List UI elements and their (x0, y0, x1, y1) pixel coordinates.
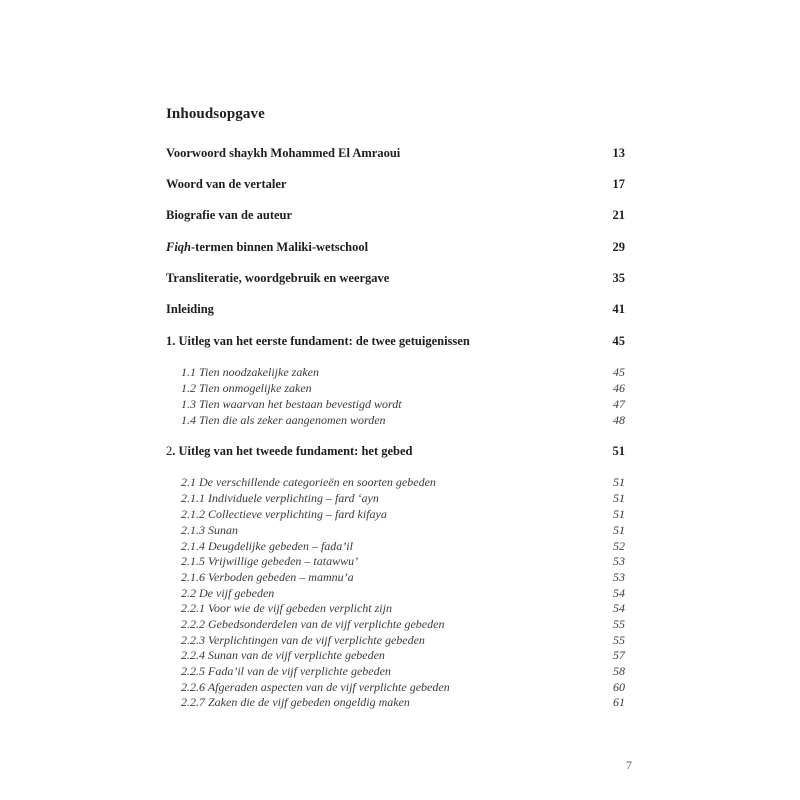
toc-subentry[interactable] (181, 522, 625, 538)
toc-subentry-label: 2.1.1 Individuele verplichting – fard ‘ayn (181, 491, 379, 505)
toc-subentry[interactable] (181, 412, 625, 428)
toc-entry-inleiding[interactable] (166, 301, 625, 317)
toc-entry-page: 45 (612, 334, 625, 348)
toc-subentry-page: 53 (613, 570, 625, 584)
toc-entry-page: 17 (612, 177, 625, 191)
toc-entry-label-rest: -termen binnen Maliki-wetschool (191, 240, 369, 254)
toc-subentry-label: 2.1.4 Deugdelijke gebeden – fada’il (181, 539, 353, 553)
toc-entry-label-prefix: 2 (166, 444, 173, 458)
page-number: 7 (626, 758, 632, 772)
page-title: Inhoudsopgave (166, 106, 265, 122)
toc-entry-voorwoord[interactable] (166, 145, 625, 161)
toc-entry-section-2[interactable] (166, 443, 625, 459)
toc-subentry-page: 60 (613, 680, 625, 694)
toc-subentry-label: 2.1.2 Collectieve verplichting – fard kifaya (181, 507, 387, 521)
toc-subentry-page: 55 (613, 617, 625, 631)
toc-subentry[interactable] (181, 380, 625, 396)
toc-entry-page: 35 (612, 271, 625, 285)
toc-subentry-label: 1.4 Tien die als zeker aangenomen worden (181, 413, 386, 427)
toc-entry-page: 21 (612, 208, 625, 222)
toc-entry-page: 29 (612, 240, 625, 254)
toc-entry-label (166, 239, 368, 255)
toc-subentry-label: 2.2.2 Gebedsonderdelen van de vijf verplichte gebeden (181, 617, 445, 631)
toc-entry-section-1[interactable] (166, 333, 625, 349)
toc-subentry-label: 1.1 Tien noodzakelijke zaken (181, 365, 319, 379)
toc-subentry[interactable] (181, 490, 625, 506)
toc-subentry-page: 57 (613, 648, 625, 662)
toc-entry-label-italic: Fiqh (166, 240, 192, 254)
toc-entry-page: 13 (612, 146, 625, 160)
toc-subentry[interactable] (181, 474, 625, 490)
toc-subentry[interactable] (181, 632, 625, 648)
toc-subentry-label: 2.2.1 Voor wie de vijf gebeden verplicht zijn (181, 601, 392, 615)
toc-subentry[interactable] (181, 553, 625, 569)
toc-entry-label: Voorwoord shaykh Mohammed El Amraoui (166, 146, 401, 160)
toc-subentry-page: 61 (613, 695, 625, 709)
toc-subentry-page: 54 (613, 586, 625, 600)
toc-entry-fiqh-termen[interactable] (166, 239, 625, 255)
toc-entry-label (166, 443, 413, 459)
toc-entry-label: Inleiding (166, 302, 214, 316)
toc-subentry-page: 58 (613, 664, 625, 678)
toc-subentry-page: 46 (613, 381, 625, 395)
toc-subentry-page: 54 (613, 601, 625, 615)
toc-subentry-page: 53 (613, 554, 625, 568)
toc-subentry-label: 2.2.5 Fada’il van de vijf verplichte gebeden (181, 664, 391, 678)
toc-subentry-label: 2.1.3 Sunan (181, 523, 238, 537)
toc-entry-label: 1. Uitleg van het eerste fundament: de twee getuigenissen (166, 334, 470, 348)
toc-entry-woord-vertaler[interactable] (166, 176, 625, 192)
toc-subentry[interactable] (181, 585, 625, 601)
toc-subentry[interactable] (181, 364, 625, 380)
toc-entry-page: 41 (612, 302, 625, 316)
toc-subentry[interactable] (181, 569, 625, 585)
toc-subentry[interactable] (181, 506, 625, 522)
toc-subentry-label: 1.3 Tien waarvan het bestaan bevestigd wordt (181, 397, 402, 411)
toc-entry-label: Woord van de vertaler (166, 177, 287, 191)
toc-subentry[interactable] (181, 647, 625, 663)
toc-entry-label: Transliteratie, woordgebruik en weergave (166, 271, 390, 285)
toc-subentry-label: 2.1.5 Vrijwillige gebeden – tatawwu’ (181, 554, 359, 568)
toc-subentry-page: 55 (613, 633, 625, 647)
toc-subentry-label: 2.1 De verschillende categorieën en soorten gebeden (181, 475, 436, 489)
toc-subentry-page: 45 (613, 365, 625, 379)
toc-entry-label: Biografie van de auteur (166, 208, 293, 222)
toc-subentry[interactable] (181, 616, 625, 632)
toc-subentry-label: 1.2 Tien onmogelijke zaken (181, 381, 312, 395)
toc-entry-transliteratie[interactable] (166, 270, 625, 286)
toc-subentry[interactable] (181, 538, 625, 554)
toc-subentry-page: 52 (613, 539, 625, 553)
toc-subentry[interactable] (181, 600, 625, 616)
toc-subentry[interactable] (181, 694, 625, 710)
toc-subentry-label: 2.1.6 Verboden gebeden – mamnu’a (181, 570, 354, 584)
toc-subentry[interactable] (181, 663, 625, 679)
toc-subentry-page: 51 (613, 507, 625, 521)
toc-subentry-page: 51 (613, 523, 625, 537)
toc-subentry-label: 2.2.7 Zaken die de vijf gebeden ongeldig maken (181, 695, 410, 709)
toc-subentry-label: 2.2.3 Verplichtingen van de vijf verplichte gebeden (181, 633, 425, 647)
toc-entry-label-rest: . Uitleg van het tweede fundament: het gebed (172, 444, 413, 458)
toc-subentry-page: 48 (613, 413, 625, 427)
toc-subentry[interactable] (181, 679, 625, 695)
toc-subentry-label: 2.2 De vijf gebeden (181, 586, 275, 600)
toc-subentry-page: 47 (613, 397, 625, 411)
toc-subentry-page: 51 (613, 475, 625, 489)
toc-subentry-page: 51 (613, 491, 625, 505)
toc-subentry-label: 2.2.4 Sunan van de vijf verplichte gebeden (181, 648, 385, 662)
toc-entry-page: 51 (612, 444, 625, 458)
toc-subentry[interactable] (181, 396, 625, 412)
toc-subentry-label: 2.2.6 Afgeraden aspecten van de vijf verplichte gebeden (181, 680, 450, 694)
toc-entry-biografie[interactable] (166, 207, 625, 223)
